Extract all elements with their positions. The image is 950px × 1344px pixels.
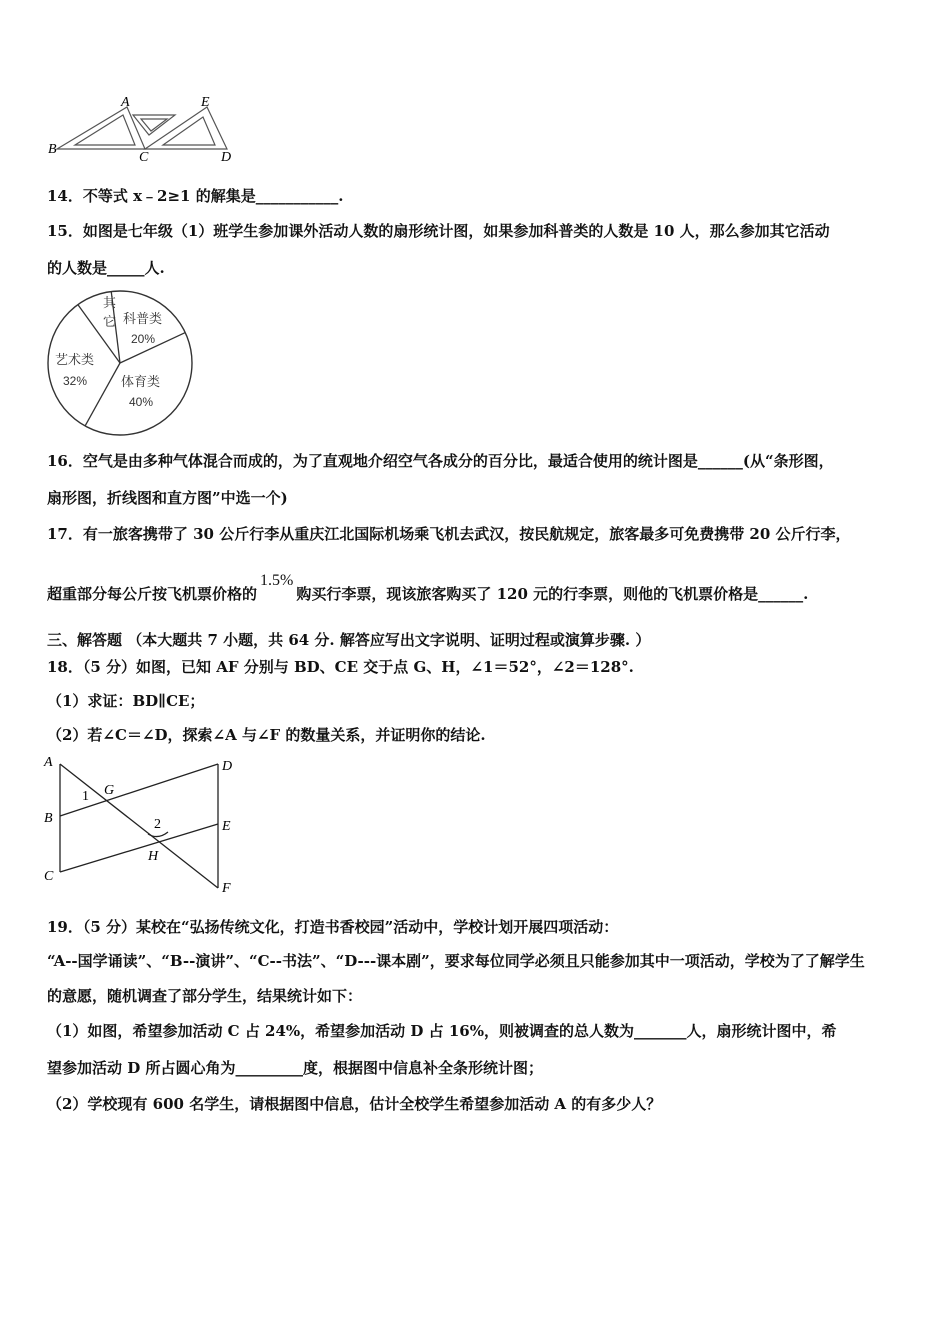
triangle-abc — [57, 107, 145, 149]
question-17-line2 — [47, 572, 809, 605]
label-G: G — [104, 783, 115, 798]
question-16-line1: 16．空气是由多种气体混合而成的，为了直观地介绍空气各成分的百分比，最适合使用的统计图是______(从“条形图， — [47, 452, 834, 470]
label-A: A — [44, 755, 53, 770]
question-18-part1: （1）求证：BD∥CE； — [47, 692, 205, 710]
geometry-figure-q18 — [40, 752, 250, 898]
label-C: C — [44, 869, 54, 884]
angle-label-2: 2 — [154, 817, 161, 832]
slice-label-tiyu: 体育类 — [121, 375, 161, 390]
segment-AF — [60, 764, 218, 888]
angle-label-1: 1 — [82, 789, 89, 804]
label-E: E — [222, 819, 231, 834]
triangle-inner-left — [75, 115, 135, 145]
label-A: A — [121, 95, 130, 110]
slice-pct-tiyu: 40% — [129, 395, 154, 409]
question-17-text-b: 购买行李票，现该旅客购买了 120 元的行李票，则他的飞机票价格是______. — [296, 585, 809, 603]
question-19-stem: 19．（5 分）某校在“弘扬传统文化，打造书香校园”活动中，学校计划开展四项活动： — [47, 918, 619, 936]
label-D: D — [222, 759, 233, 774]
question-16-line2: 扇形图，折线图和直方图”中选一个) — [47, 489, 288, 507]
question-19-line3: 的意愿，随机调查了部分学生，结果统计如下： — [47, 987, 363, 1005]
label-D: D — [221, 150, 232, 165]
slice-pct-kepu: 20% — [131, 332, 156, 346]
question-15-line1: 15．如图是七年级（1）班学生参加课外活动人数的扇形统计图，如果参加科普类的人数是 10 人，那么参加其它活动 — [47, 222, 830, 240]
label-C: C — [139, 150, 149, 165]
question-19-part1-a: （1）如图，希望参加活动 C 占 24%，希望参加活动 D 占 16%，则被调查的总人数为_______人，扇形统计图中，希 — [47, 1022, 837, 1040]
formula-1-5-percent: 1.5% — [260, 572, 294, 589]
label-F: F — [222, 881, 231, 896]
segment-CE — [60, 824, 218, 872]
label-H: H — [148, 849, 159, 864]
slice-label-kepu: 科普类 — [123, 312, 163, 327]
section-3-heading: 三、解答题 （本大题共 7 小题，共 64 分. 解答应写出文字说明、证明过程或演算步骤. ） — [47, 631, 651, 649]
question-19-part1-b: 望参加活动 D 所占圆心角为_________度，根据图中信息补全条形统计图； — [47, 1059, 543, 1077]
label-B: B — [48, 142, 57, 157]
question-18-stem: 18．（5 分）如图，已知 AF 分别与 BD、CE 交于点 G、H，∠1＝52°，∠2＝128°. — [47, 658, 634, 676]
question-17-line1: 17．有一旅客携带了 30 公斤行李从重庆江北国际机场乘飞机去武汉，按民航规定，旅客最多可免费携带 20 公斤行李， — [47, 525, 851, 543]
question-19-part2: （2）学校现有 600 名学生，请根据图中信息，估计全校学生希望参加活动 A 的有多少人？ — [47, 1095, 662, 1113]
slice-pct-yishu: 32% — [63, 374, 88, 388]
slice-label-yishu: 艺术类 — [55, 353, 95, 368]
label-E: E — [201, 95, 210, 110]
slice-label-qita-top: 其 — [103, 296, 117, 311]
question-18-part2: （2）若∠C＝∠D，探索∠A 与∠F 的数量关系，并证明你的结论. — [47, 726, 486, 744]
question-15-line2: 的人数是_____人. — [47, 259, 165, 277]
question-17-text-a: 超重部分每公斤按飞机票价格的 — [47, 585, 258, 603]
triangle-middle — [133, 115, 175, 135]
slice-label-qita-bottom: 它 — [103, 315, 117, 330]
pie-chart — [45, 290, 195, 440]
question-14: 14．不等式 x﹣2≥1 的解集是___________. — [47, 187, 344, 205]
angle-2-arc — [148, 832, 168, 837]
label-B: B — [44, 811, 53, 826]
question-19-line2: “A--国学诵读”、“B--演讲”、“C--书法”、“D---课本剧”，要求每位同学必须且只能参加其中一项活动，学校为了了解学生 — [47, 952, 865, 970]
triangle-figure-q13 — [45, 95, 245, 165]
